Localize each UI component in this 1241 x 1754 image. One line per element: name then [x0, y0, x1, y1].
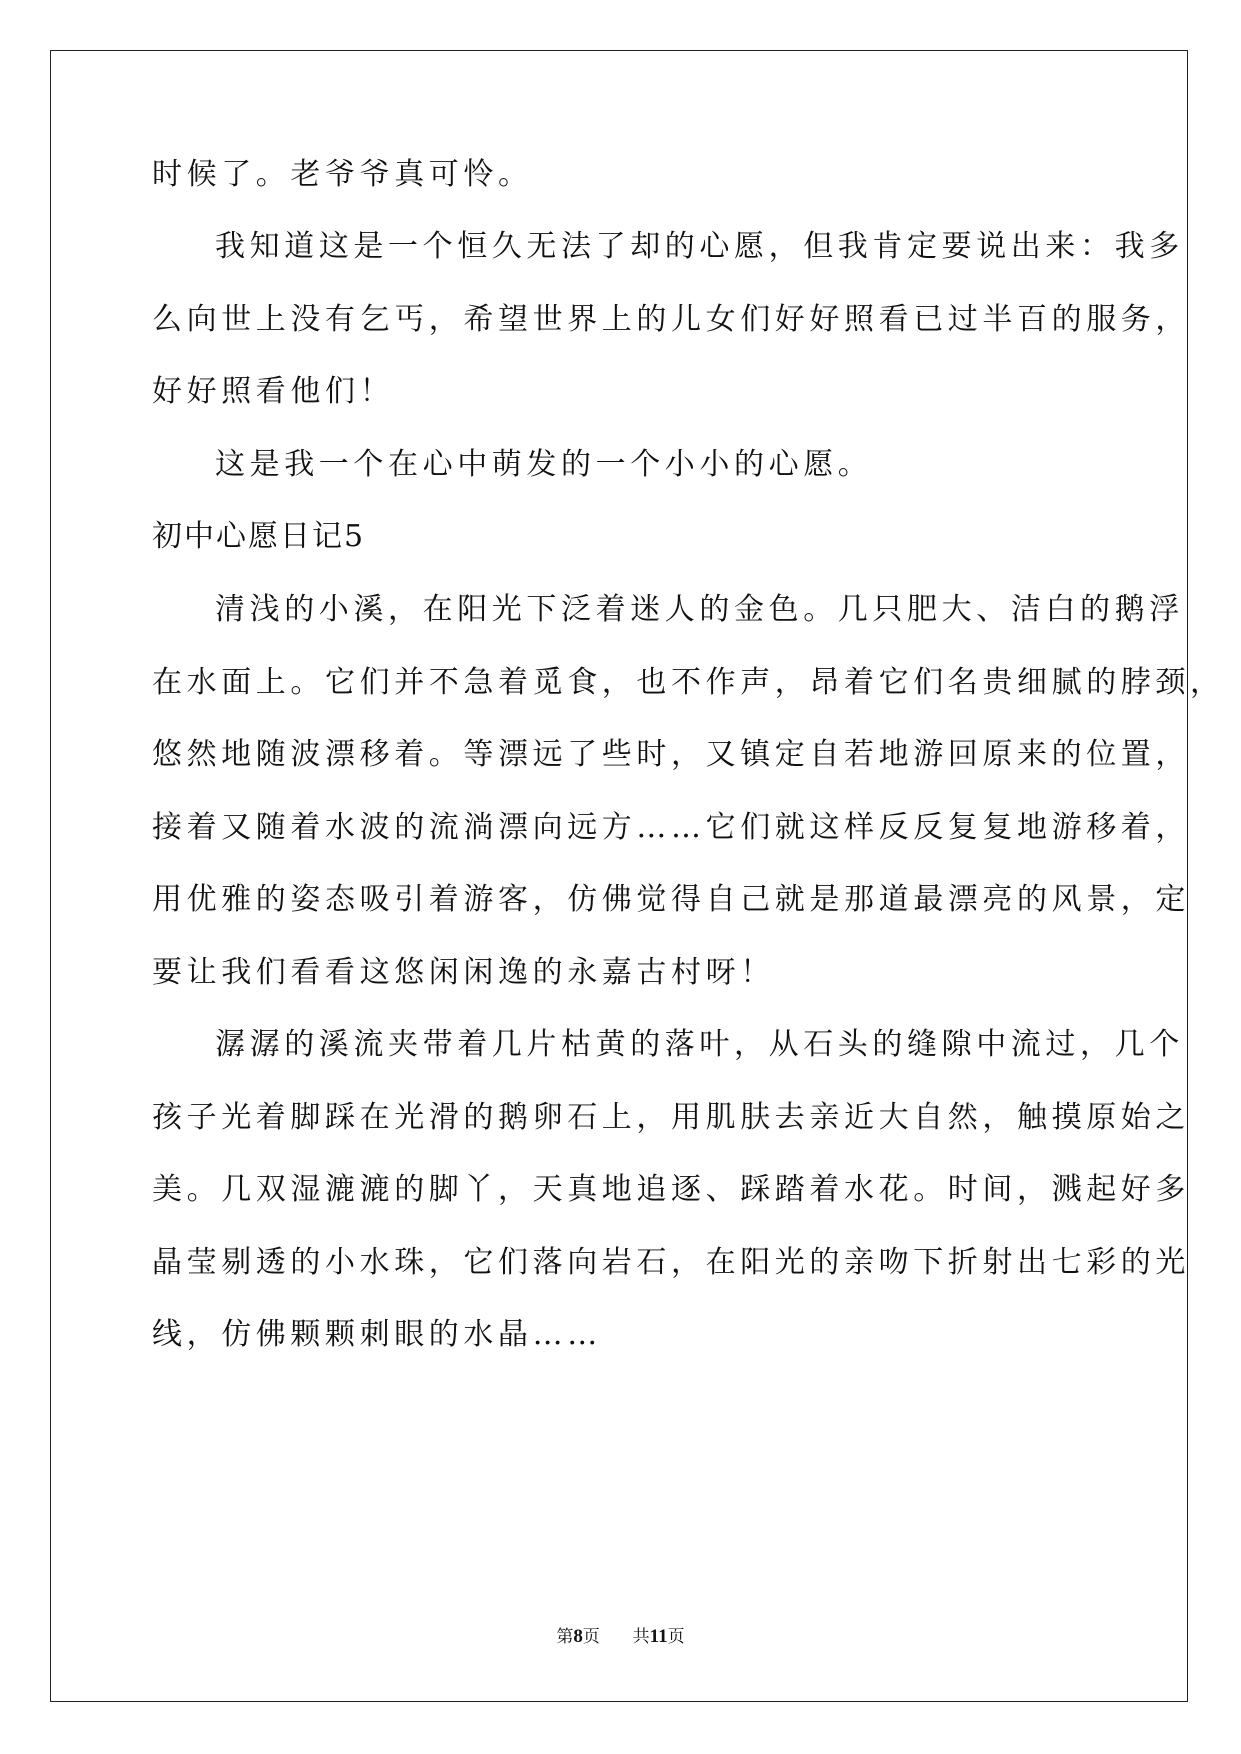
- page-number: 8: [573, 1626, 583, 1647]
- paragraph-line: 这是我一个在心中萌发的一个小小的心愿。: [215, 447, 873, 482]
- paragraph-line: 时候了。老爷爷真可怜。: [152, 157, 533, 192]
- paragraph-line: 潺潺的溪流夹带着几片枯黄的落叶，从石头的缝隙中流过，几个: [215, 1027, 1184, 1062]
- page-border: [50, 50, 1188, 1702]
- paragraph-line: 美。几双湿漉漉的脚丫，天真地追逐、踩踏着水花。时间，溅起好多: [152, 1172, 1190, 1207]
- paragraph-line: 清浅的小溪，在阳光下泛着迷人的金色。几只肥大、洁白的鹅浮: [215, 592, 1184, 627]
- paragraph-line: 孩子光着脚踩在光滑的鹅卵石上，用肌肤去亲近大自然，触摸原始之: [152, 1100, 1190, 1135]
- total-suffix: 页: [667, 1627, 685, 1647]
- page-indicator: [556, 1622, 600, 1648]
- page-prefix: 第: [556, 1627, 574, 1647]
- paragraph-line: 用优雅的姿态吸引着游客，仿佛觉得自己就是那道最漂亮的风景，定: [152, 882, 1190, 917]
- section-heading: 初中心愿日记5: [152, 519, 366, 554]
- page-suffix: 页: [582, 1627, 600, 1647]
- paragraph-line: 要让我们看看这悠闲闲逸的永嘉古村呀！: [152, 955, 775, 990]
- page-footer: [0, 1622, 1241, 1648]
- paragraph-line: 我知道这是一个恒久无法了却的心愿，但我肯定要说出来：我多: [215, 229, 1184, 264]
- total-pages-indicator: [633, 1622, 685, 1648]
- paragraph-line: 线，仿佛颗颗刺眼的水晶……: [152, 1317, 602, 1352]
- paragraph-line: 么向世上没有乞丐，希望世界上的儿女们好好照看已过半百的服务，: [152, 302, 1190, 337]
- total-prefix: 共: [632, 1627, 650, 1647]
- paragraph-line: 好好照看他们！: [152, 374, 395, 409]
- total-pages: 11: [649, 1626, 668, 1647]
- paragraph-line: 悠然地随波漂移着。等漂远了些时，又镇定自若地游回原来的位置，: [152, 737, 1190, 772]
- paragraph-line: 晶莹剔透的小水珠，它们落向岩石，在阳光的亲吻下折射出七彩的光: [152, 1245, 1190, 1280]
- paragraph-line: 接着又随着水波的流淌漂向远方……它们就这样反反复复地游移着，: [152, 810, 1190, 845]
- paragraph-line: 在水面上。它们并不急着觅食，也不作声，昂着它们名贵细腻的脖颈，: [152, 665, 1225, 700]
